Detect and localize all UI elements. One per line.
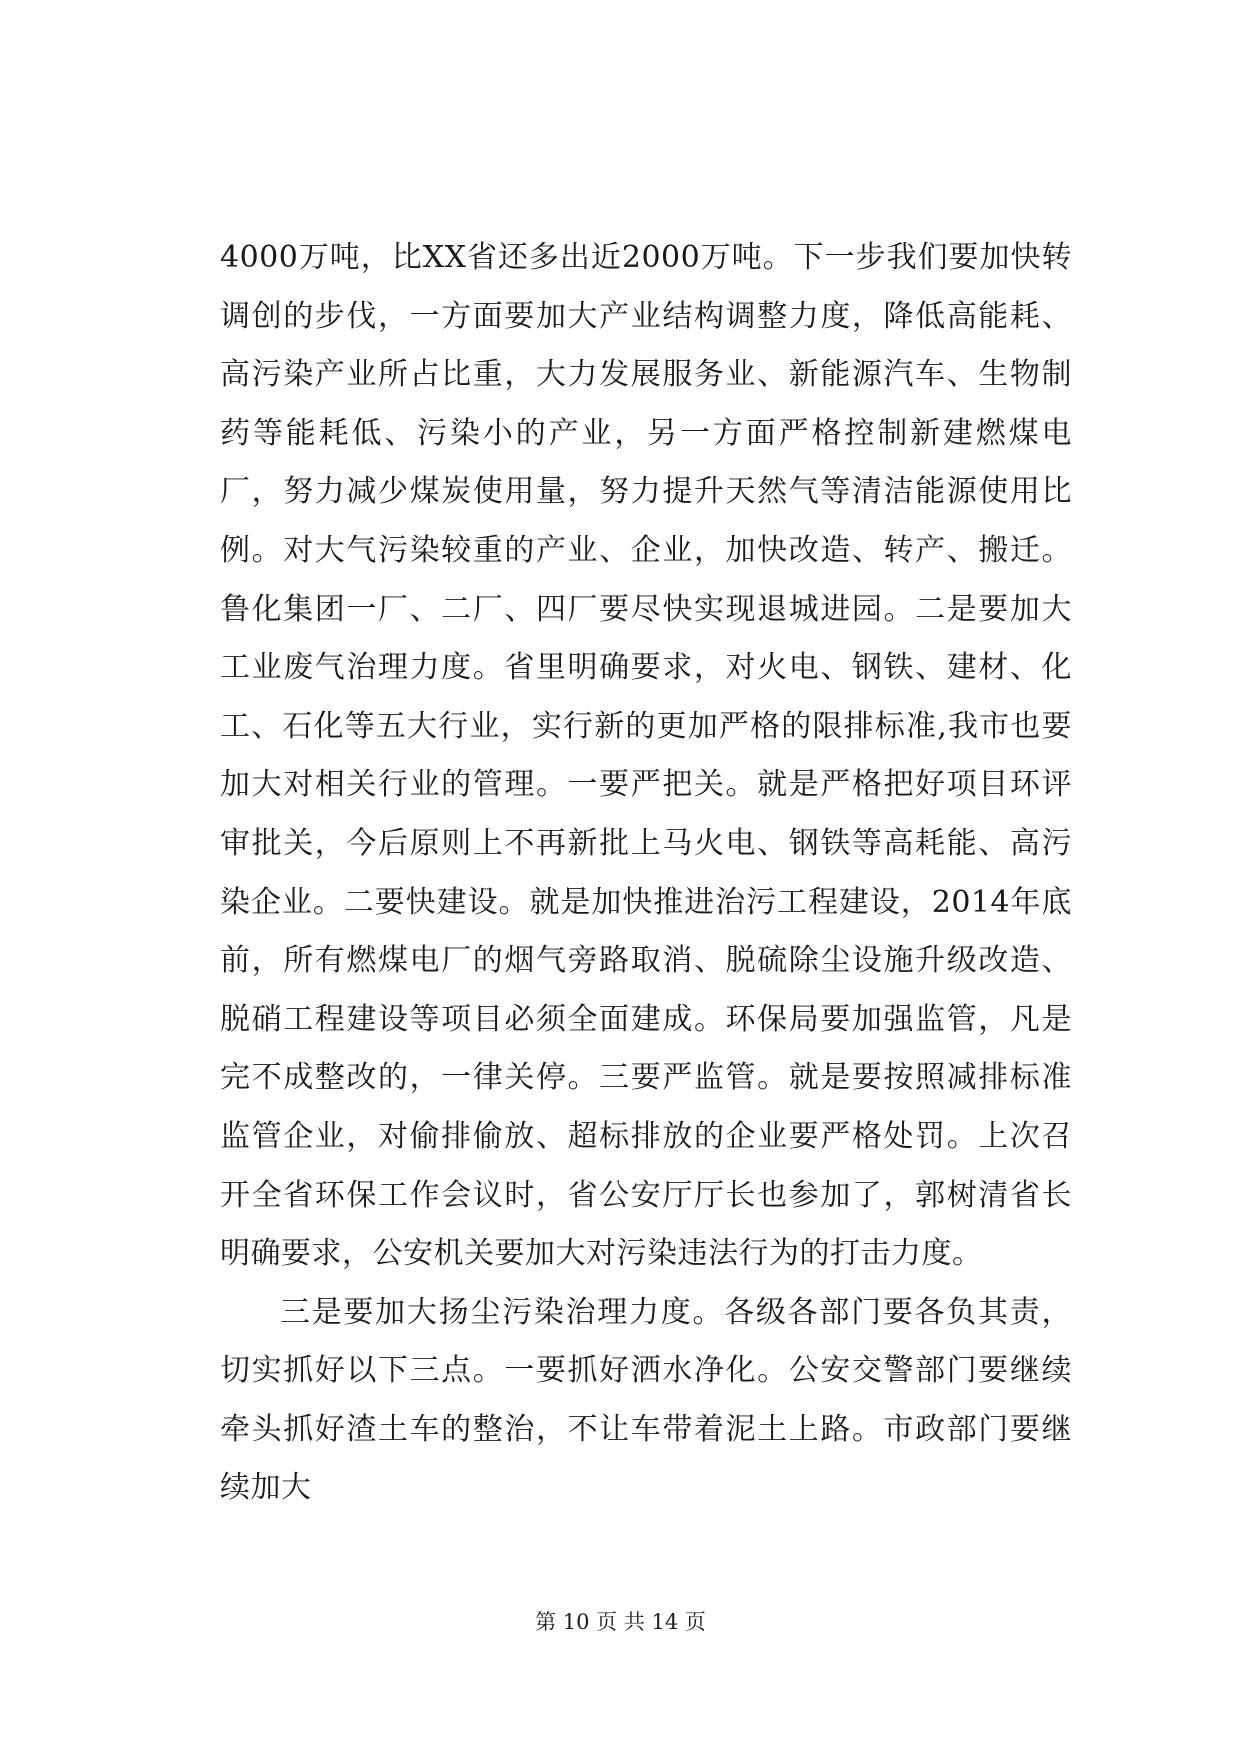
paragraph-2: 三是要加大扬尘污染治理力度。各级各部门要各负其责，切实抓好以下三点。一要抓好洒水净化。公安交警部门要继续牵头抓好渣土车的整治，不让车带着泥土上路。市政部门要继续加大 <box>220 1294 1072 1506</box>
paragraph-1: 4000万吨，比XX省还多出近2000万吨。下一步我们要加快转调创的步伐，一方面要加大产业结构调整力度，降低高能耗、高污染产业所占比重，大力发展服务业、新能源汽车、生物制药等能耗低、污染小的产业，另一方面严格控制新建燃煤电厂，努力减少煤炭使用量，努力提升天然气等清洁能源使用比例。对大气污染较重的产业、企业，加快改造、转产、搬迁。鲁化集团一厂、二厂、四厂要尽快实现退城进园。二是要加大工业废气治理力度。省里明确要求，对火电、钢铁、建材、化工、石化等五大行业，实行新的更加严格的限排标准,我市也要加大对相关行业的管理。一要严把关。就是严格把好项目环评审批关，今后原则上不再新批上马火电、钢铁等高耗能、高污染企业。二要快建设。就是加快推进治污工程建设，2014年底前，所有燃煤电厂的烟气旁路取消、脱硫除尘设施升级改造、脱硝工程建设等项目必须全面建成。环保局要加强监管，凡是完不成整改的，一律关停。三要严监管。就是要按照减排标准监管企业，对偷排偷放、超标排放的企业要严格处罚。上次召开全省环保工作会议时，省公安厅厅长也参加了，郭树清省长明确要求，公安机关要加大对污染违法行为的打击力度。 <box>220 240 1072 1272</box>
document-body <box>220 229 1072 1518</box>
page-number-footer: 第 10 页 共 14 页 <box>535 1610 706 1634</box>
